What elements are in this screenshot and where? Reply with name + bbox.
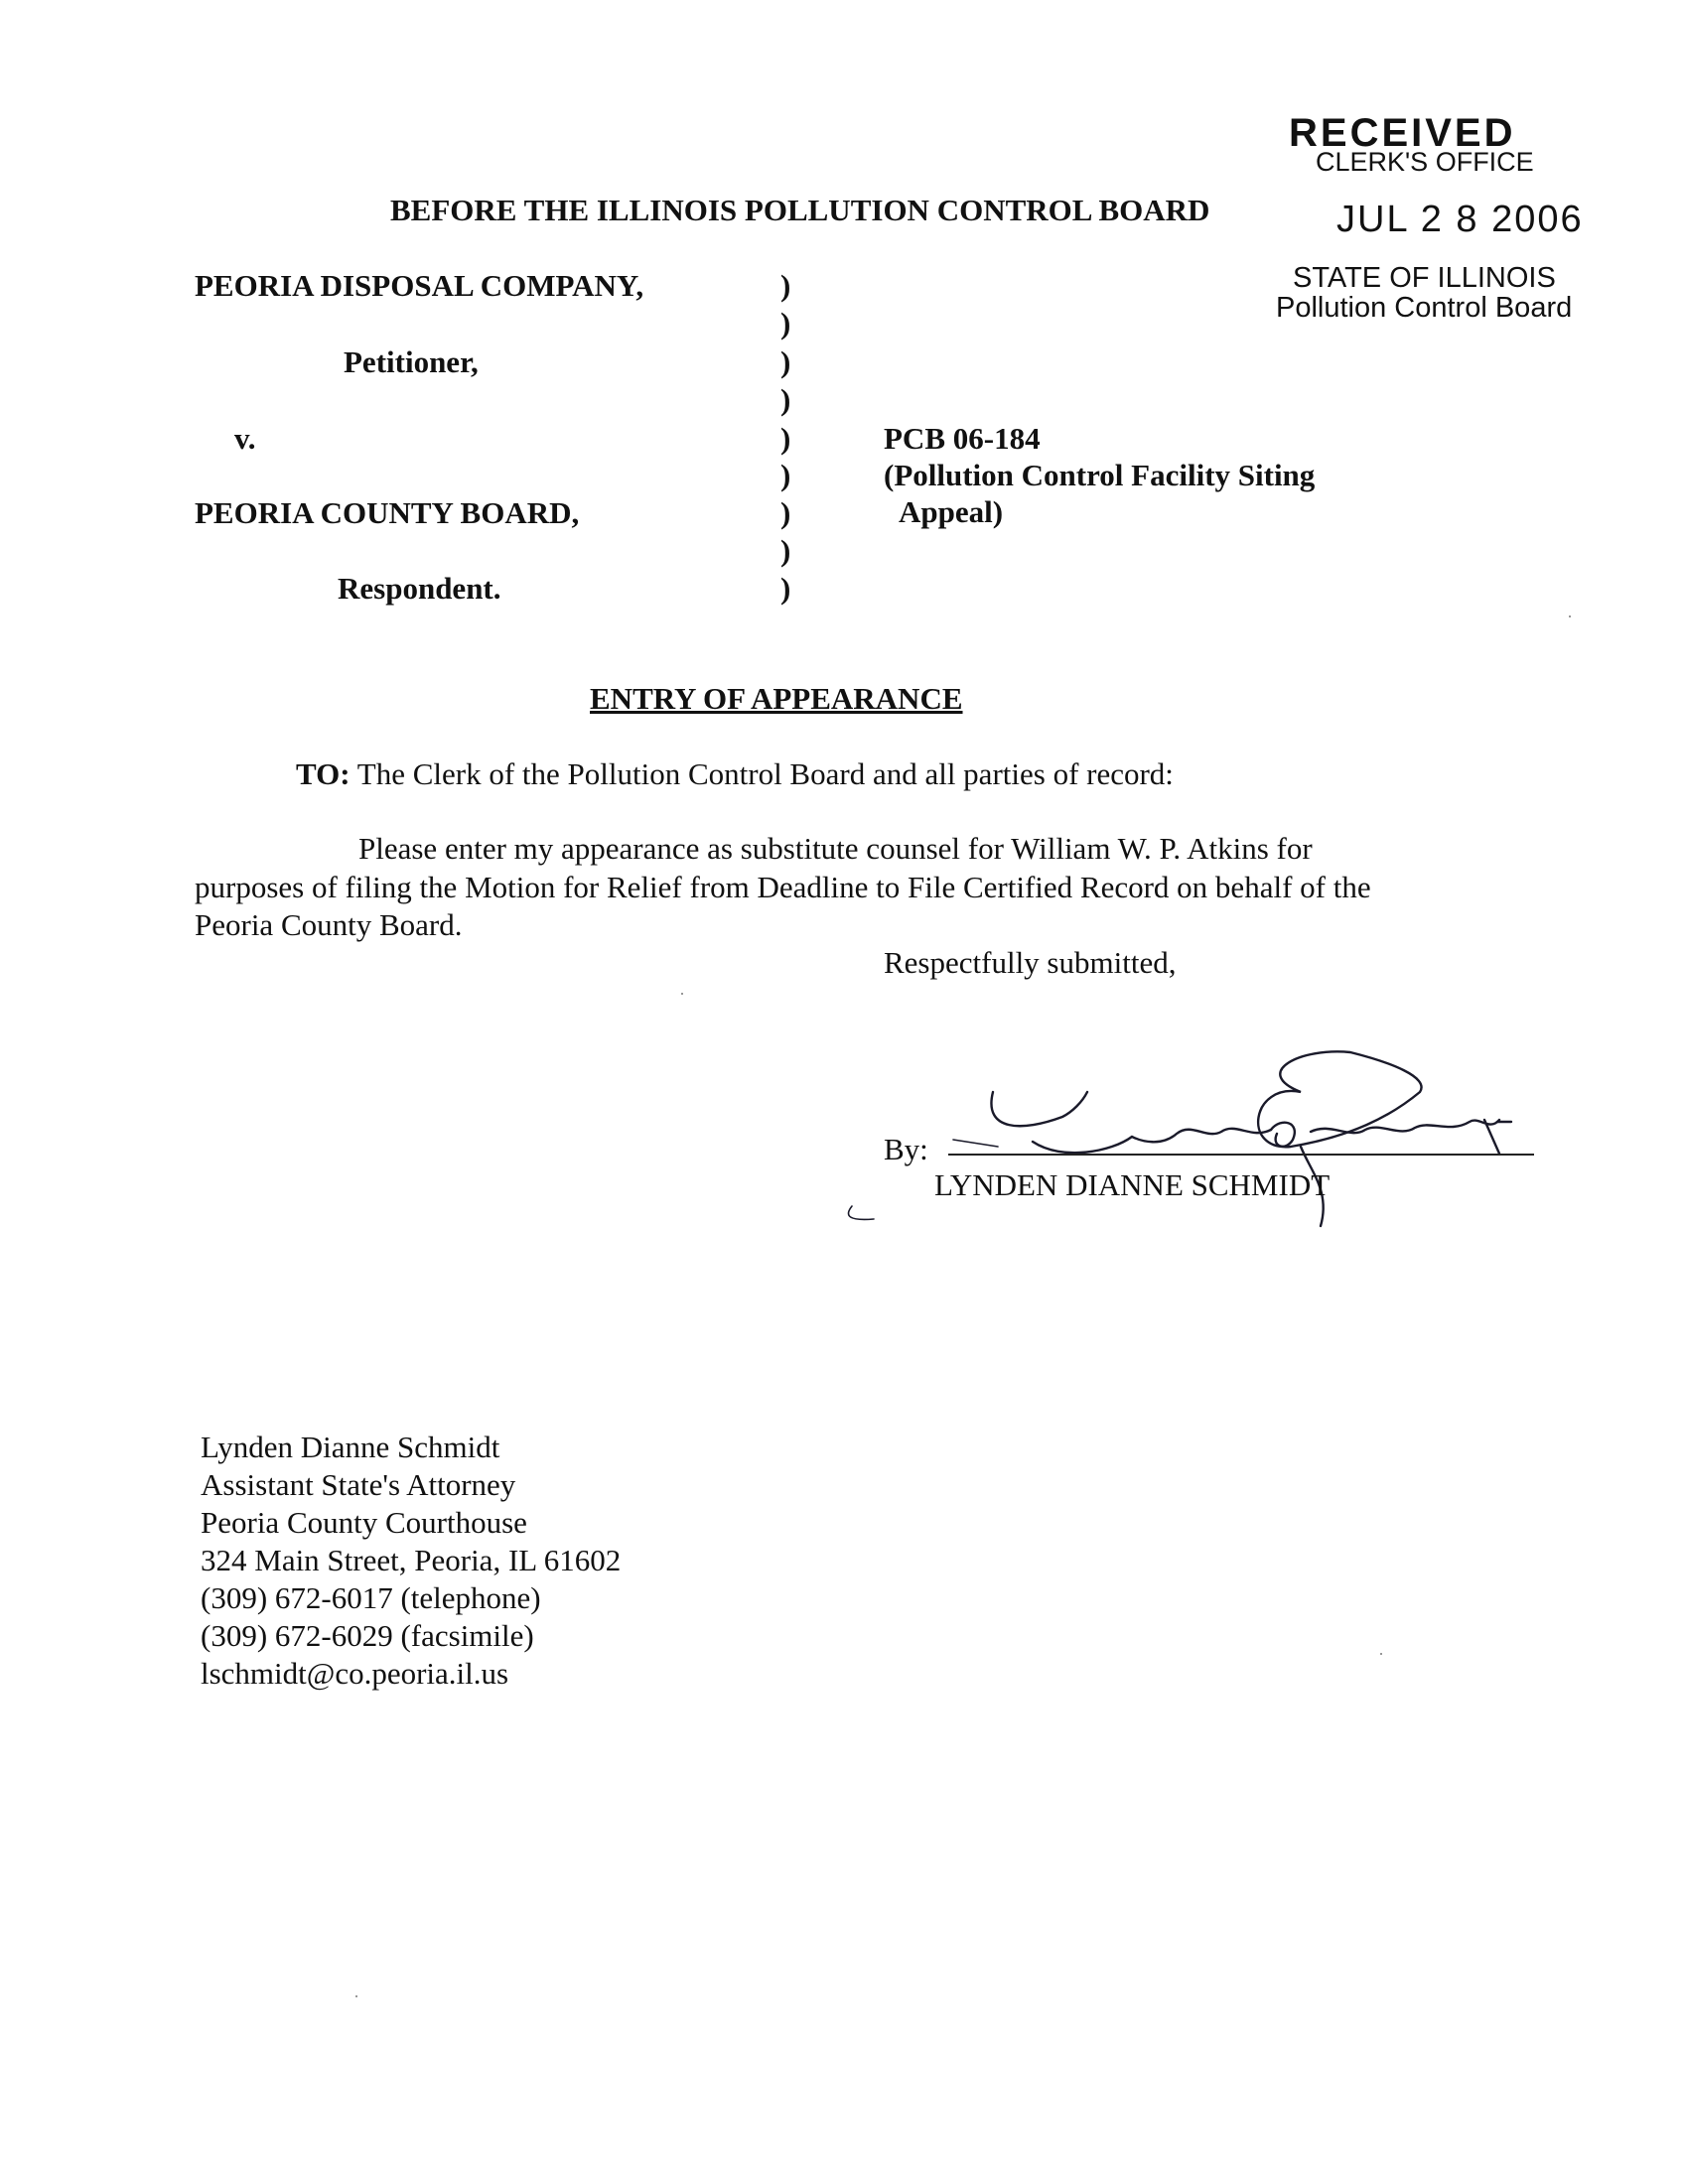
stamp-board: Pollution Control Board bbox=[1276, 292, 1573, 324]
address-facsimile: (309) 672-6029 (facsimile) bbox=[201, 1618, 534, 1653]
handwritten-signature bbox=[834, 1023, 1549, 1261]
to-label: TO: bbox=[296, 756, 351, 791]
case-description-line2: Appeal) bbox=[899, 494, 1004, 529]
to-text: The Clerk of the Pollution Control Board and all parties of record: bbox=[350, 756, 1174, 791]
caption-paren: ) bbox=[780, 421, 791, 456]
petitioner-name: PEORIA DISPOSAL COMPANY, bbox=[195, 268, 644, 303]
stamp-date: JUL 2 8 2006 bbox=[1336, 199, 1584, 240]
address-name: Lynden Dianne Schmidt bbox=[201, 1430, 500, 1464]
caption-paren: ) bbox=[780, 495, 791, 530]
scan-speck bbox=[1569, 615, 1571, 617]
petitioner-role: Petitioner, bbox=[344, 344, 479, 379]
stamp-state: STATE OF ILLINOIS bbox=[1293, 262, 1556, 294]
caption-paren: ) bbox=[780, 458, 791, 492]
address-title: Assistant State's Attorney bbox=[201, 1467, 516, 1502]
signature-by-label: By: bbox=[884, 1132, 928, 1166]
respondent-role: Respondent. bbox=[338, 571, 501, 606]
scan-speck bbox=[681, 993, 683, 995]
body-paragraph-line3: Peoria County Board. bbox=[195, 907, 463, 942]
scan-speck bbox=[355, 1995, 357, 1997]
closing: Respectfully submitted, bbox=[884, 945, 1177, 980]
caption-paren: ) bbox=[780, 533, 791, 568]
board-title: BEFORE THE ILLINOIS POLLUTION CONTROL BOARD bbox=[390, 193, 1210, 227]
caption-paren: ) bbox=[780, 571, 791, 606]
address-telephone: (309) 672-6017 (telephone) bbox=[201, 1580, 541, 1615]
address-street: 324 Main Street, Peoria, IL 61602 bbox=[201, 1543, 622, 1577]
signature-line bbox=[948, 1154, 1534, 1156]
signature-printed-name: LYNDEN DIANNE SCHMIDT bbox=[934, 1167, 1331, 1202]
document-title: ENTRY OF APPEARANCE bbox=[590, 681, 963, 716]
address-office: Peoria County Courthouse bbox=[201, 1505, 527, 1540]
address-email: lschmidt@co.peoria.il.us bbox=[201, 1656, 509, 1691]
body-paragraph-line1: Please enter my appearance as substitute counsel for William W. P. Atkins for bbox=[358, 831, 1313, 866]
body-paragraph-line2: purposes of filing the Motion for Relief from Deadline to File Certified Record on behalf of the bbox=[195, 870, 1371, 904]
stamp-received-label: RECEIVED bbox=[1289, 111, 1516, 155]
respondent-name: PEORIA COUNTY BOARD, bbox=[195, 495, 580, 530]
case-number: PCB 06-184 bbox=[884, 421, 1041, 456]
caption-paren: ) bbox=[780, 306, 791, 341]
caption-paren: ) bbox=[780, 268, 791, 303]
caption-paren: ) bbox=[780, 344, 791, 379]
caption-paren: ) bbox=[780, 382, 791, 417]
to-line bbox=[296, 756, 1174, 792]
versus-label: v. bbox=[234, 421, 256, 456]
stamp-clerks-office: CLERK'S OFFICE bbox=[1316, 147, 1534, 177]
case-description-line1: (Pollution Control Facility Siting bbox=[884, 458, 1316, 492]
scan-speck bbox=[1380, 1653, 1382, 1655]
